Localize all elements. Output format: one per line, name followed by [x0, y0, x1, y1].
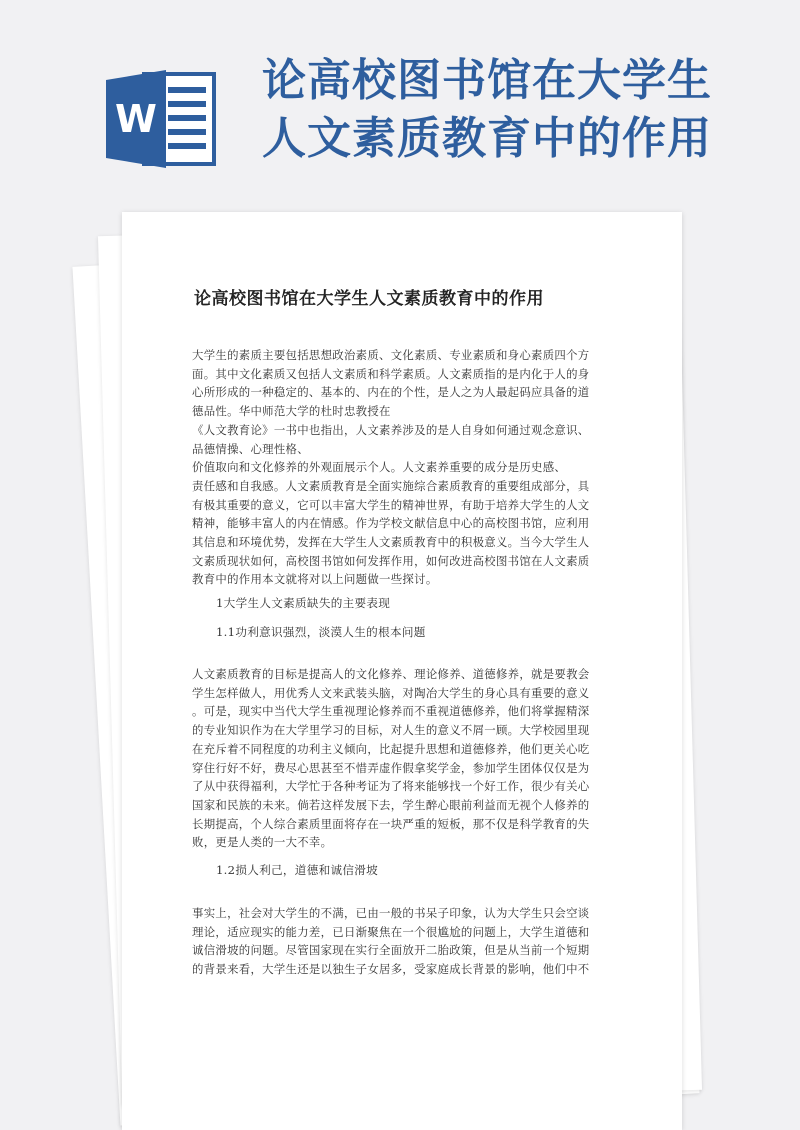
body-paragraph: 事实上，社会对大学生的不满，已由一般的书呆子印象，认为大学生只会空谈 理论，适应现实的能力差，已日渐聚焦在一个很尴尬的问题上，大学生道德和 诚信滑坡的问题。尽管国家现在实行全面放开二胎政策，但是从当前一个短期 的背景来看，大学生还是以独生子女居多，受家庭成长背景的影响，他们中不: [192, 906, 590, 977]
document-title: 论高校图书馆在大学生人文素质教育中的作用: [194, 289, 544, 309]
header-title: [262, 52, 782, 168]
word-icon: [106, 70, 218, 168]
section-heading: 1大学生人文素质缺失的主要表现: [216, 596, 391, 610]
intro-paragraph: 大学生的素质主要包括思想政治素质、文化素质、专业素质和身心素质四个方 面。其中文化素质又包括人文素质和科学素质。人文素质指的是内化于人的身 心所形成的一种稳定的、基本的、内在的个性，是人之为人最起码应具备的道 德品性。华中师范大学的杜时忠教授在 《人文教育论》一书中也指出，人文素养涉及的是人自身如何通过观念意识、 品德情操、心理性格、 价值取向和文化修养的外观面展示个人。人文素养重要的成分是历史感、 责任感和自我感。人文素质教育是全面实施综合素质教育的重要组成部分，具 有极其重要的意义，它可以丰富大学生的精神世界，有助于培养大学生的人文 精神，能够丰富人的内在情感。作为学校文献信息中心的高校图书馆，应利用 其信息和环境优势，发挥在大学生人文素质教育中的积极意义。当今大学生人 文素质现状如何，高校图书馆如何发挥作用，如何改进高校图书馆在人文素质 教育中的作用本文就将对以上问题做一些探讨。: [192, 348, 590, 587]
subsection-heading: 1.2损人利己，道德和诚信滑坡: [216, 863, 379, 877]
header-title-line1: 论高校图书馆在大学生: [262, 55, 712, 106]
svg-text:W: W: [115, 97, 157, 141]
header-title-line2: 人文素质教育中的作用: [262, 113, 712, 164]
subsection-heading: 1.1功利意识强烈，淡漠人生的根本问题: [216, 625, 426, 639]
body-paragraph: 人文素质教育的目标是提高人的文化修养、理论修养、道德修养，就是要教会 学生怎样做人，用优秀人文来武装头脑，对陶冶大学生的身心具有重要的意义 。可是，现实中当代大学生重视理论修养而不重视道德修养，他们将掌握精深 的专业知识作为在大学里学习的目标，对人生的意义不屑一顾。大学校园里现 在充斥着不同程度的功利主义倾向，比起提升思想和道德修养，他们更关心吃 穿住行好不好，费尽心思甚至不惜弄虚作假拿奖学金，参加学生团体仅仅是为 了从中获得福利，大学忙于各种考证为了将来能够找一个好工作，很少有关心 国家和民族的未来。倘若这样发展下去，学生醉心眼前利益而无视个人修养的 长期提高，个人综合素质里面将存在一块严重的短板，那不仅是科学教育的失 败，更是人类的一大不幸。: [192, 667, 590, 850]
document-page: [122, 212, 682, 1130]
